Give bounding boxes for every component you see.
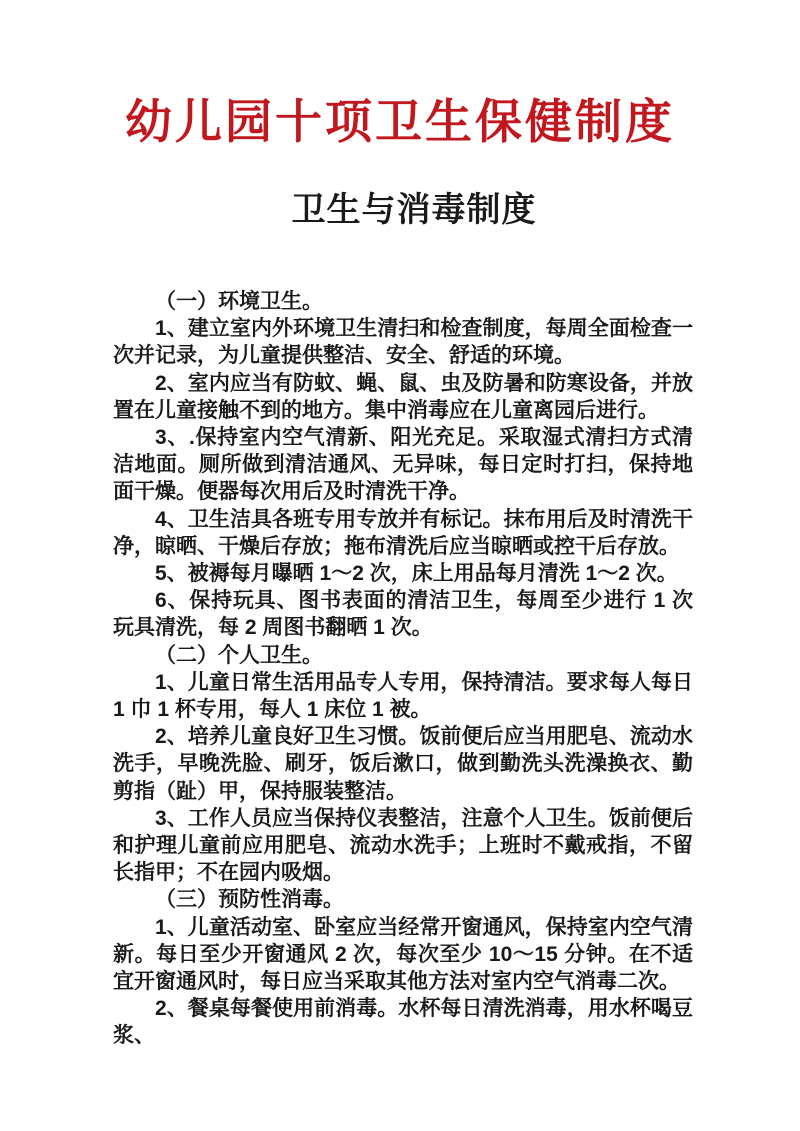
paragraph: 6、保持玩具、图书表面的清洁卫生，每周至少进行 1 次玩具清洗，每 2 周图书翻晒 1 次。	[113, 589, 693, 640]
paragraph: 1、儿童日常生活用品专人专用，保持清洁。要求每人每日 1 巾 1 杯专用，每人 1 床位 1 被。	[113, 670, 693, 722]
paragraph: 2、室内应当有防蚊、蝇、鼠、虫及防暑和防寒设备，并放置在儿童接触不到的地方。集中消毒应在儿童离园后进行。	[113, 371, 693, 422]
paragraph: 1、儿童活动室、卧室应当经常开窗通风，保持室内空气清新。每日至少开窗通风 2 次，每次至少 10～15 分钟。在不适宜开窗通风时，每日应当采取其他方法对室内空气消毒二次。	[113, 915, 693, 994]
document-body	[113, 288, 693, 1050]
paragraph: 2、培养儿童良好卫生习惯。饭前便后应当用肥皂、流动水洗手，早晚洗脸、刷牙，饭后漱口，做到勤洗头洗澡换衣、勤剪指（趾）甲，保持服装整洁。	[113, 725, 693, 803]
paragraph: 1、建立室内外环境卫生清扫和检查制度，每周全面检查一次并记录，为儿童提供整洁、安全、舒适的环境。	[113, 317, 693, 368]
paragraph: 3、工作人员应当保持仪表整洁，注意个人卫生。饭前便后和护理儿童前应用肥皂、流动水洗手；上班时不戴戒指，不留长指甲；不在园内吸烟。	[113, 806, 693, 885]
paragraph: 5、被褥每月曝晒 1～2 次，床上用品每月清洗 1～2 次。	[155, 562, 678, 586]
section-heading: （二）个人卫生。	[155, 643, 323, 667]
page-title: 幼儿园十项卫生保健制度	[125, 95, 675, 148]
section-heading: （三）预防性消毒。	[155, 888, 344, 912]
section-heading: （一）环境卫生。	[155, 290, 323, 313]
page-subtitle: 卫生与消毒制度	[291, 191, 537, 229]
paragraph: 4、卫生洁具各班专用专放并有标记。抹布用后及时清洗干净，晾晒、干燥后存放；拖布清洗后应当晾晒或控干后存放。	[113, 507, 693, 558]
paragraph: 3、.保持室内空气清新、阳光充足。采取湿式清扫方式清洁地面。厕所做到清洁通风、无异味，每日定时打扫，保持地面干燥。便器每次用后及时清洗干净。	[113, 426, 693, 504]
paragraph: 2、餐桌每餐使用前消毒。水杯每日清洗消毒，用水杯喝豆浆、	[113, 997, 693, 1048]
